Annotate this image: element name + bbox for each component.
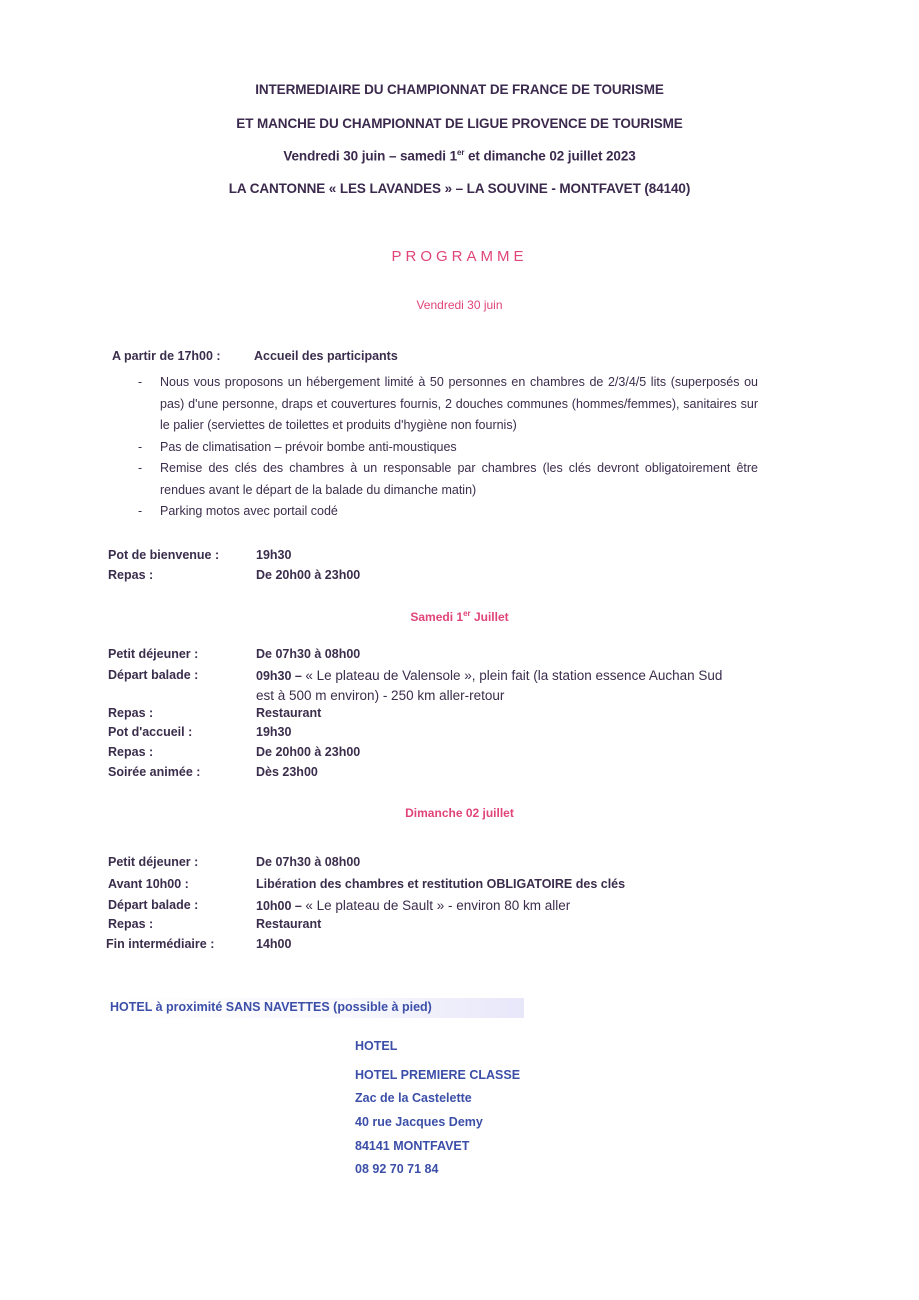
sun-lunch-label: Repas : (108, 917, 154, 931)
header-line-3-part-a: Vendredi 30 juin – samedi 1 (283, 148, 457, 164)
welcome-drink-value: 19h30 (256, 548, 292, 562)
sat-ride-desc: « Le plateau de Valensole », plein fait (la station essence Auchan Sud (305, 668, 723, 683)
friday-heading: Vendredi 30 juin (416, 298, 503, 312)
sat-ride-time: 09h30 – (256, 669, 306, 683)
sun-ride-time: 10h00 – (256, 899, 306, 913)
header-line-3 (0, 148, 919, 164)
sun-breakfast-label: Petit déjeuner : (108, 855, 199, 869)
sun-end-label: Fin intermédiaire : (106, 937, 215, 951)
saturday-heading-sup: er (463, 609, 471, 618)
header-line-2: ET MANCHE DU CHAMPIONNAT DE LIGUE PROVENCE DE TOURISME (236, 116, 683, 131)
sat-drink-value: 19h30 (256, 725, 292, 739)
saturday-heading-a: Samedi 1 (410, 610, 464, 624)
sun-breakfast-value: De 07h30 à 08h00 (256, 855, 361, 869)
friday-meal-value: De 20h00 à 23h00 (256, 568, 361, 582)
header-line-1: INTERMEDIAIRE DU CHAMPIONNAT DE FRANCE DE TOURISME (255, 82, 664, 97)
sat-evening-label: Soirée animée : (108, 765, 201, 779)
saturday-heading (0, 609, 919, 624)
sun-before-value: Libération des chambres et restitution OBLIGATOIRE des clés (256, 877, 626, 891)
sun-end-value: 14h00 (256, 937, 292, 951)
bullet-text: Pas de climatisation – prévoir bombe anti-moustiques (160, 439, 457, 454)
sat-ride-label: Départ balade : (108, 668, 199, 682)
hotel-heading: HOTEL (355, 1039, 398, 1053)
list-item: - Parking motos avec portail codé (138, 501, 758, 523)
list-item: - Pas de climatisation – prévoir bombe anti-moustiques (138, 437, 758, 459)
header-line-3-part-b: et dimanche 02 juillet 2023 (464, 148, 636, 164)
bullet-text: Remise des clés des chambres à un responsable par chambres (les clés devront obligatoirement être rendues avant le départ de la balade du dimanche matin) (160, 461, 758, 497)
sat-lunch-label: Repas : (108, 706, 154, 720)
hotel-city: 84141 MONTFAVET (355, 1139, 470, 1153)
saturday-heading-b: Juillet (470, 610, 509, 624)
header-line-4: LA CANTONNE « LES LAVANDES » – LA SOUVINE - MONTFAVET (84140) (228, 181, 691, 196)
hotel-note: HOTEL à proximité SANS NAVETTES (possible à pied) (110, 1000, 432, 1014)
sun-lunch-value: Restaurant (256, 917, 322, 931)
bullet-text: Parking motos avec portail codé (160, 504, 338, 518)
sat-dinner-label: Repas : (108, 745, 154, 759)
sun-before-label: Avant 10h00 : (108, 877, 189, 891)
sat-dinner-value: De 20h00 à 23h00 (256, 745, 361, 759)
sat-breakfast-value: De 07h30 à 08h00 (256, 647, 361, 661)
sunday-heading: Dimanche 02 juillet (405, 806, 514, 820)
welcome-drink-label: Pot de bienvenue : (108, 548, 220, 562)
arrival-value: Accueil des participants (254, 349, 398, 363)
hotel-name: HOTEL PREMIERE CLASSE (355, 1068, 521, 1082)
bullet-text: Nous vous proposons un hébergement limité à 50 personnes en chambres de 2/3/4/5 lits (superposés ou pas) d'une personne, draps et couvertures fournis, 2 douches communes (hommes/femmes), sanitaires sur le palier (serviettes de toilettes et produits d'hygiène non fournis) (160, 375, 758, 432)
sat-drink-label: Pot d'accueil : (108, 725, 193, 739)
hotel-street: 40 rue Jacques Demy (355, 1115, 483, 1129)
list-item: - Nous vous proposons un hébergement limité à 50 personnes en chambres de 2/3/4/5 lits (superposés ou pas) d'une personne, draps et couvertures fournis, 2 douches communes (hommes/femmes), sanitaires sur le palier (serviettes de toilettes et produits d'hygiène non fournis) (138, 372, 758, 437)
arrival-label: A partir de 17h00 : (112, 349, 221, 363)
sat-lunch-value: Restaurant (256, 706, 322, 720)
sat-ride-desc-line2: est à 500 m environ) - 250 km aller-retour (256, 688, 505, 703)
header-line-3-sup: er (456, 148, 465, 157)
hotel-note-highlight (110, 998, 524, 1018)
hotel-phone: 08 92 70 71 84 (355, 1162, 439, 1176)
sun-ride-desc: « Le plateau de Sault » - environ 80 km aller (305, 898, 571, 913)
friday-meal-label: Repas : (108, 568, 154, 582)
sun-ride-value (256, 898, 570, 913)
list-item: - Remise des clés des chambres à un responsable par chambres (les clés devront obligatoirement être rendues avant le départ de la balade du dimanche matin) (138, 458, 758, 501)
hotel-zone: Zac de la Castelette (355, 1091, 472, 1105)
sun-ride-label: Départ balade : (108, 898, 199, 912)
programme-title: PROGRAMME (391, 248, 528, 265)
sat-evening-value: Dès 23h00 (256, 765, 318, 779)
friday-bullet-list (138, 372, 758, 523)
sat-breakfast-label: Petit déjeuner : (108, 647, 199, 661)
sat-ride-value (256, 668, 722, 683)
